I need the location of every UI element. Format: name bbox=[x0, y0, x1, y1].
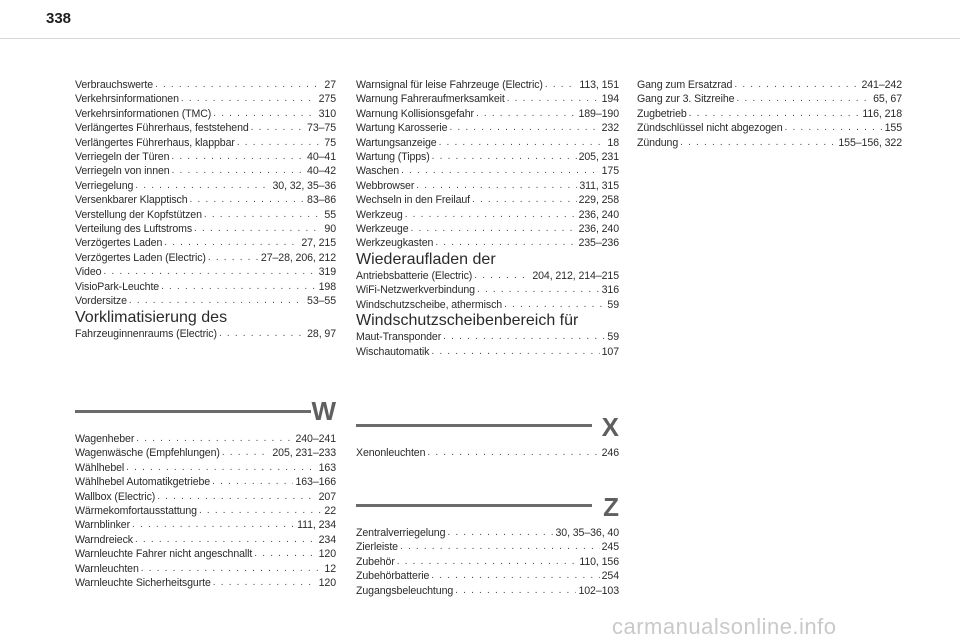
leader-dots bbox=[785, 121, 883, 135]
index-pages: 59 bbox=[607, 331, 619, 344]
index-term: Zugangsbeleuchtung bbox=[356, 584, 454, 597]
index-pages: 194 bbox=[601, 93, 619, 106]
section-entries bbox=[75, 432, 336, 590]
leader-dots bbox=[397, 555, 578, 569]
index-term: Warndreieck bbox=[75, 533, 133, 546]
index-term: Wählhebel bbox=[75, 461, 125, 474]
index-entry bbox=[75, 236, 336, 250]
index-column-2 bbox=[356, 78, 619, 359]
index-entry bbox=[75, 164, 336, 178]
index-entry bbox=[356, 150, 619, 164]
leader-dots bbox=[447, 526, 553, 540]
index-entry bbox=[75, 179, 336, 193]
index-pages: 28, 97 bbox=[307, 327, 336, 340]
index-pages: 102–103 bbox=[578, 584, 619, 597]
index-entry bbox=[75, 533, 336, 547]
index-term: Fahrzeuginnenraums (Electric) bbox=[75, 327, 217, 340]
index-entry bbox=[356, 269, 619, 283]
index-pages: 319 bbox=[318, 266, 336, 279]
index-term: Verlängertes Führerhaus, klappbar bbox=[75, 136, 235, 149]
index-entry bbox=[75, 121, 336, 135]
leader-dots bbox=[416, 179, 577, 193]
leader-dots bbox=[171, 150, 305, 164]
index-pages: 40–41 bbox=[307, 151, 336, 164]
index-pages: 59 bbox=[607, 298, 619, 311]
index-pages: 120 bbox=[318, 548, 336, 561]
index-entry bbox=[75, 446, 336, 460]
index-term: Wechseln in den Freilauf bbox=[356, 194, 470, 207]
index-entry bbox=[356, 222, 619, 236]
index-entry bbox=[356, 298, 619, 312]
index-pages: 90 bbox=[324, 223, 336, 236]
index-entry-first-line: Windschutzscheibenbereich für bbox=[356, 312, 579, 330]
index-pages: 254 bbox=[601, 570, 619, 583]
index-entry bbox=[75, 504, 336, 518]
leader-dots bbox=[135, 179, 270, 193]
index-pages: 163 bbox=[318, 461, 336, 474]
index-entry bbox=[356, 584, 619, 598]
index-entry bbox=[356, 236, 619, 250]
section-letter: Z bbox=[603, 492, 619, 522]
index-pages: 107 bbox=[601, 345, 619, 358]
leader-dots bbox=[237, 136, 323, 150]
index-pages: 275 bbox=[318, 93, 336, 106]
leader-dots bbox=[736, 92, 871, 106]
index-entry bbox=[637, 136, 902, 150]
index-term: Webbrowser bbox=[356, 179, 415, 192]
index-entry bbox=[637, 107, 902, 121]
index-entry bbox=[75, 547, 336, 561]
index-term: Warnsignal für leise Fahrzeuge (Electric) bbox=[356, 79, 543, 91]
index-term: Gang zur 3. Sitzreihe bbox=[637, 93, 735, 106]
leader-dots bbox=[545, 78, 577, 92]
index-term: Wärmekomfortausstattung bbox=[75, 505, 197, 518]
leader-dots bbox=[405, 208, 577, 222]
index-term: Zentralverriegelung bbox=[356, 527, 446, 539]
index-entry bbox=[75, 208, 336, 222]
index-entry-first-line: Wiederaufladen der bbox=[356, 250, 496, 268]
leader-dots bbox=[504, 298, 605, 312]
index-term: Verteilung des Luftstroms bbox=[75, 223, 193, 236]
leader-dots bbox=[401, 164, 600, 178]
index-term: Verkehrsinformationen (TMC) bbox=[75, 107, 212, 120]
leader-dots bbox=[136, 432, 293, 446]
index-pages: 116, 218 bbox=[862, 107, 902, 120]
index-entry bbox=[75, 475, 336, 489]
index-entry-first-line: Vorklimatisierung des bbox=[75, 308, 228, 326]
section-letter: W bbox=[311, 396, 336, 426]
index-entry bbox=[356, 526, 619, 540]
index-term: Wartungsanzeige bbox=[356, 136, 437, 149]
index-column-3 bbox=[637, 78, 902, 150]
index-pages: 22 bbox=[324, 505, 336, 518]
index-entry bbox=[75, 327, 336, 341]
index-term: Warnung Fahreraufmerksamkeit bbox=[356, 93, 505, 106]
index-term: Xenonleuchten bbox=[356, 447, 426, 459]
leader-dots bbox=[164, 236, 299, 250]
leader-dots bbox=[432, 150, 577, 164]
index-pages: 232 bbox=[601, 122, 619, 135]
index-entry bbox=[75, 294, 336, 308]
leader-dots bbox=[190, 193, 306, 207]
index-term: Gang zum Ersatzrad bbox=[637, 79, 733, 91]
leader-dots bbox=[141, 562, 323, 576]
index-pages: 189–190 bbox=[578, 107, 619, 120]
index-entry bbox=[75, 576, 336, 590]
index-term: Verriegeln der Türen bbox=[75, 151, 170, 164]
leader-dots bbox=[222, 446, 271, 460]
leader-dots bbox=[208, 251, 259, 265]
index-term: Zubehörbatterie bbox=[356, 570, 430, 583]
index-entry bbox=[356, 446, 619, 460]
page-header bbox=[0, 0, 960, 36]
index-term: Zündung bbox=[637, 136, 679, 149]
leader-dots bbox=[103, 265, 316, 279]
index-term: Wartung Karosserie bbox=[356, 122, 448, 135]
index-term: Werkzeug bbox=[356, 208, 403, 221]
index-column-1 bbox=[75, 78, 336, 341]
leader-dots bbox=[212, 475, 293, 489]
index-entry bbox=[637, 121, 902, 135]
index-pages: 204, 212, 214–215 bbox=[532, 269, 619, 282]
section-rule bbox=[356, 424, 592, 427]
watermark: carmanualsonline.info bbox=[612, 614, 837, 639]
index-term: Warnblinker bbox=[75, 519, 131, 532]
index-entry bbox=[356, 540, 619, 554]
index-entry bbox=[356, 569, 619, 583]
section-rule bbox=[356, 504, 592, 507]
index-entry bbox=[75, 265, 336, 279]
index-pages: 27 bbox=[324, 79, 336, 91]
index-pages: 163–166 bbox=[295, 476, 336, 489]
index-entry bbox=[356, 193, 619, 207]
index-pages: 234 bbox=[318, 533, 336, 546]
leader-dots bbox=[172, 164, 305, 178]
index-pages: 75 bbox=[324, 136, 336, 149]
index-pages: 310 bbox=[318, 107, 336, 120]
index-term: Werkzeugkasten bbox=[356, 237, 434, 250]
index-entry bbox=[75, 461, 336, 475]
index-term: Zugbetrieb bbox=[637, 107, 687, 120]
leader-dots bbox=[449, 121, 599, 135]
leader-dots bbox=[213, 576, 317, 590]
index-pages: 73–75 bbox=[307, 122, 336, 135]
index-entry bbox=[75, 432, 336, 446]
index-entry bbox=[75, 562, 336, 576]
index-section-w bbox=[75, 396, 336, 612]
index-pages: 235–236 bbox=[578, 237, 619, 250]
index-pages: 12 bbox=[324, 562, 336, 575]
index-entry bbox=[75, 150, 336, 164]
index-term: Wagenheber bbox=[75, 433, 135, 445]
index-term: Windschutzscheibe, athermisch bbox=[356, 298, 503, 311]
index-pages: 175 bbox=[601, 165, 619, 178]
index-pages: 205, 231–233 bbox=[272, 447, 336, 460]
index-pages: 113, 151 bbox=[579, 79, 619, 91]
index-pages: 120 bbox=[318, 577, 336, 590]
index-pages: 111, 234 bbox=[297, 519, 336, 532]
index-term: Zündschlüssel nicht abgezogen bbox=[637, 122, 783, 135]
index-term: Zierleiste bbox=[356, 541, 398, 554]
index-term: Verzögertes Laden (Electric) bbox=[75, 251, 206, 264]
index-pages: 30, 32, 35–36 bbox=[272, 179, 336, 192]
index-section-x bbox=[356, 412, 619, 466]
leader-dots bbox=[181, 92, 317, 106]
index-term: Wagenwäsche (Empfehlungen) bbox=[75, 447, 220, 460]
leader-dots bbox=[204, 208, 323, 222]
index-entry bbox=[356, 92, 619, 106]
leader-dots bbox=[680, 136, 836, 150]
section-entries bbox=[356, 446, 619, 460]
leader-dots bbox=[135, 533, 317, 547]
index-pages: 65, 67 bbox=[873, 93, 902, 106]
index-term: VisioPark-Leuchte bbox=[75, 280, 160, 293]
index-entry bbox=[75, 78, 336, 92]
leader-dots bbox=[161, 280, 317, 294]
leader-dots bbox=[251, 121, 305, 135]
index-term: Video bbox=[75, 266, 102, 279]
section-entries bbox=[356, 526, 619, 598]
leader-dots bbox=[507, 92, 600, 106]
index-term: Maut-Transponder bbox=[356, 331, 442, 344]
leader-dots bbox=[219, 327, 305, 341]
leader-dots bbox=[431, 345, 599, 359]
index-entry bbox=[75, 222, 336, 236]
index-entry bbox=[356, 345, 619, 359]
index-term: Verzögertes Laden bbox=[75, 237, 163, 250]
leader-dots bbox=[126, 461, 316, 475]
index-entry bbox=[356, 283, 619, 297]
index-entry bbox=[75, 518, 336, 532]
index-term: Warnleuchte Sicherheitsgurte bbox=[75, 577, 211, 590]
index-pages: 229, 258 bbox=[578, 194, 619, 207]
index-pages: 205, 231 bbox=[578, 151, 619, 164]
leader-dots bbox=[157, 490, 316, 504]
index-pages: 155–156, 322 bbox=[838, 136, 902, 149]
index-term: Antriebsbatterie (Electric) bbox=[356, 269, 473, 282]
index-entry bbox=[75, 490, 336, 504]
index-term: Warnleuchte Fahrer nicht angeschnallt bbox=[75, 548, 253, 561]
leader-dots bbox=[443, 330, 605, 344]
index-pages: 53–55 bbox=[307, 295, 336, 308]
index-pages: 18 bbox=[607, 136, 619, 149]
index-entry bbox=[75, 251, 336, 265]
index-term: Waschen bbox=[356, 165, 400, 178]
index-term: Zubehör bbox=[356, 555, 395, 568]
index-pages: 30, 35–36, 40 bbox=[555, 527, 619, 539]
index-pages: 236, 240 bbox=[578, 223, 619, 236]
index-pages: 27, 215 bbox=[301, 237, 336, 250]
index-entry bbox=[75, 107, 336, 121]
index-term: Werkzeuge bbox=[356, 223, 409, 236]
leader-dots bbox=[411, 222, 577, 236]
index-entry bbox=[356, 179, 619, 193]
leader-dots bbox=[431, 569, 599, 583]
index-pages: 316 bbox=[601, 284, 619, 297]
leader-dots bbox=[194, 222, 322, 236]
index-term: Wallbox (Electric) bbox=[75, 490, 156, 503]
index-pages: 27–28, 206, 212 bbox=[260, 251, 336, 264]
index-entry bbox=[356, 164, 619, 178]
index-entry bbox=[75, 136, 336, 150]
index-pages: 236, 240 bbox=[578, 208, 619, 221]
index-term: Warnleuchten bbox=[75, 562, 139, 575]
leader-dots bbox=[199, 504, 322, 518]
leader-dots bbox=[734, 78, 859, 92]
leader-dots bbox=[476, 107, 577, 121]
index-pages: 55 bbox=[324, 208, 336, 221]
index-entry bbox=[356, 121, 619, 135]
index-term: Verriegeln von innen bbox=[75, 165, 170, 178]
index-pages: 198 bbox=[318, 280, 336, 293]
leader-dots bbox=[689, 107, 861, 121]
index-entry bbox=[637, 92, 902, 106]
index-term: Verkehrsinformationen bbox=[75, 93, 179, 106]
index-term: Verlängertes Führerhaus, feststehend bbox=[75, 122, 249, 135]
leader-dots bbox=[477, 283, 600, 297]
leader-dots bbox=[455, 584, 576, 598]
index-entry bbox=[356, 208, 619, 222]
index-term: WiFi-Netzwerkverbindung bbox=[356, 284, 475, 297]
index-entry bbox=[75, 193, 336, 207]
index-pages: 245 bbox=[601, 541, 619, 554]
index-term: Warnung Kollisionsgefahr bbox=[356, 107, 474, 120]
index-entry bbox=[356, 330, 619, 344]
leader-dots bbox=[400, 540, 600, 554]
index-term: Verstellung der Kopfstützen bbox=[75, 208, 202, 221]
index-term: Verriegelung bbox=[75, 179, 134, 192]
index-entry bbox=[356, 555, 619, 569]
index-term: Vordersitze bbox=[75, 295, 127, 308]
leader-dots bbox=[254, 547, 316, 561]
index-pages: 246 bbox=[601, 447, 619, 459]
index-pages: 83–86 bbox=[307, 194, 336, 207]
leader-dots bbox=[213, 107, 316, 121]
page-number: 338 bbox=[46, 10, 72, 27]
index-pages: 240–241 bbox=[295, 433, 336, 445]
header-divider bbox=[0, 38, 960, 39]
index-term: Versenkbarer Klapptisch bbox=[75, 194, 188, 207]
leader-dots bbox=[132, 518, 295, 532]
index-section-z bbox=[356, 492, 619, 606]
leader-dots bbox=[129, 294, 305, 308]
index-entry bbox=[637, 78, 902, 92]
leader-dots bbox=[435, 236, 576, 250]
index-pages: 311, 315 bbox=[579, 179, 619, 192]
index-pages: 155 bbox=[884, 122, 902, 135]
leader-dots bbox=[439, 136, 606, 150]
index-term: Verbrauchswerte bbox=[75, 79, 153, 91]
index-entry bbox=[356, 136, 619, 150]
index-entry bbox=[75, 280, 336, 294]
leader-dots bbox=[472, 193, 577, 207]
index-pages: 110, 156 bbox=[579, 555, 619, 568]
index-pages: 241–242 bbox=[861, 79, 902, 91]
index-term: Wartung (Tipps) bbox=[356, 151, 430, 164]
index-pages: 40–42 bbox=[307, 165, 336, 178]
index-term: Wischautomatik bbox=[356, 345, 430, 358]
section-letter: X bbox=[601, 412, 619, 442]
leader-dots bbox=[474, 269, 530, 283]
index-term: Wählhebel Automatikgetriebe bbox=[75, 476, 211, 489]
index-entry bbox=[356, 107, 619, 121]
leader-dots bbox=[155, 78, 322, 92]
index-entry bbox=[356, 78, 619, 92]
section-rule bbox=[75, 410, 311, 413]
leader-dots bbox=[427, 446, 599, 460]
index-pages: 207 bbox=[318, 490, 336, 503]
index-entry bbox=[75, 92, 336, 106]
